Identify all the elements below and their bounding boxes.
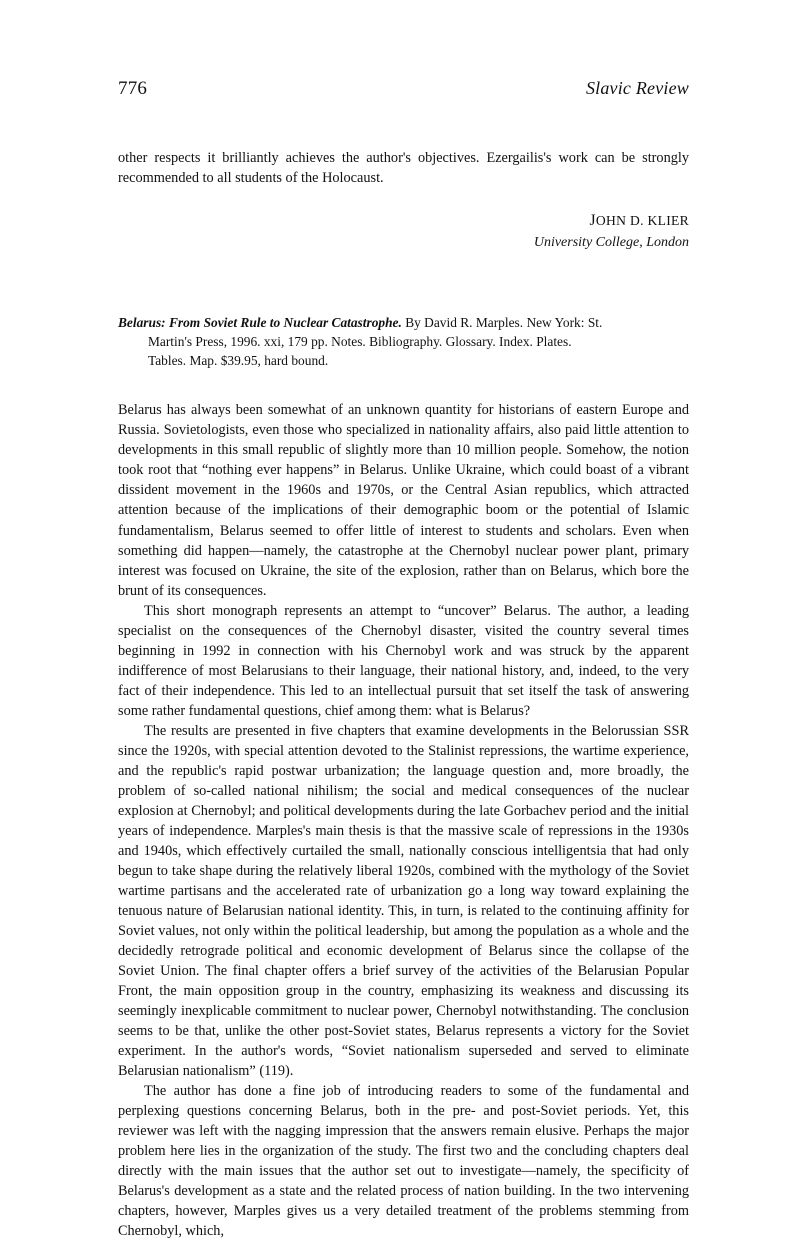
review-paragraph: Belarus has always been somewhat of an unknown quantity for historians of eastern Europe and Russia. Sovietologists, even those who specialized in nationality affairs, also paid little attention to developments in this small republic of slightly more than 10 million people. Somehow, the notion took root that “nothing ever happens” in Belarus. Unlike Ukraine, which could boast of a vibrant dissident movement in the 1960s and 1970s, or the Central Asian republics, which attracted attention because of the implications of their demographic boom or the potential of Islamic fundamentalism, Belarus seemed to offer little of interest to students and scholars. Even when something did happen—namely, the catastrophe at the Chernobyl nuclear power plant, primary interest was focused on Ukraine, the site of the explosion, rather than on Belarus, which bore the brunt of its consequences. <box>118 402 689 599</box>
book-citation-line2: Martin's Press, 1996. xxi, 179 pp. Notes. Bibliography. Glossary. Index. Plates. <box>148 334 572 350</box>
journal-title: Slavic Review <box>585 78 689 98</box>
reviewer-name-rest: OHN D. KLIER <box>595 213 689 229</box>
page-number: 776 <box>118 78 148 99</box>
running-head <box>118 78 689 100</box>
previous-review-tail-text: other respects it brilliantly achieves the author's objectives. Ezergailis's work can be strongly recommended to all students of the Holocaust. <box>118 150 689 187</box>
review-body <box>118 400 689 1241</box>
review-paragraph: The author has done a fine job of introducing readers to some of the fundamental and perplexing questions concerning Belarus, both in the pre- and post-Soviet periods. Yet, this reviewer was left with the nagging impression that the answers remain elusive. Perhaps the major problem here lies in the organization of the study. The first two and the concluding chapters deal directly with the main issues that the author set out to investigate—namely, the specificity of Belarus's development as a state and the related process of nation building. In the two intervening chapters, however, Marples gives us a very detailed treatment of the problems stemming from Chernobyl, which, <box>118 1082 689 1240</box>
review-paragraph: This short monograph represents an attempt to “uncover” Belarus. The author, a leading specialist on the consequences of the Chernobyl disaster, visited the country several times beginning in 1992 in connection with his Chernobyl work and was struck by the apparent indifference of most Belarusians to their language, their national history, and, indeed, to the very fact of their independence. This led to an intellectual pursuit that set itself the task of answering some rather fundamental questions, chief among them: what is Belarus? <box>118 602 689 719</box>
book-title: Belarus: From Soviet Rule to Nuclear Catastrophe. <box>118 314 402 330</box>
page-body <box>118 148 689 1241</box>
book-citation-line3: Tables. Map. $39.95, hard bound. <box>148 353 329 369</box>
book-citation <box>118 313 689 370</box>
book-citation-line1: By David R. Marples. New York: St. <box>401 314 603 330</box>
reviewer-initial: J <box>589 212 596 230</box>
review-paragraph: The results are presented in five chapters that examine developments in the Belorussian SSR since the 1920s, with special attention devoted to the Stalinist repressions, the wartime experience, and the republic's rapid postwar urbanization; the language question and, more broadly, the problem of so-called national nihilism; the social and medical consequences of the nuclear explosion at Chernobyl; and political developments during the late Gorbachev period and the initial years of independence. Marples's main thesis is that the massive scale of repressions in the 1930s and 1940s, which effectively curtailed the small, nationally conscious intelligentsia that had only begun to take shape during the relatively liberal 1920s, combined with the mythology of the Soviet wartime partisans and the accelerated rate of urbanization go a long way toward explaining the tenuous nature of Belarusian national identity. This, in turn, is related to the continuing affinity for Soviet values, not only within the political leadership, but among the population as a whole and the decidedly retrograde political and economic development of Belarus since the collapse of the Soviet Union. The final chapter offers a brief survey of the activities of the Belarusian Popular Front, the main opposition group in the country, emphasizing its weakness and discussing its seemingly inexplicable commitment to nuclear power, Chernobyl notwithstanding. The conclusion seems to be that, unlike the other post-Soviet states, Belarus represents a victory for the Soviet experiment. In the author's words, “Soviet nationalism superseded and served to eliminate Belarusian nationalism” (119). <box>118 722 689 1079</box>
reviewer-affiliation: University College, London <box>533 234 689 250</box>
reviewer-signature <box>118 210 689 253</box>
reviewer-name <box>118 210 689 233</box>
